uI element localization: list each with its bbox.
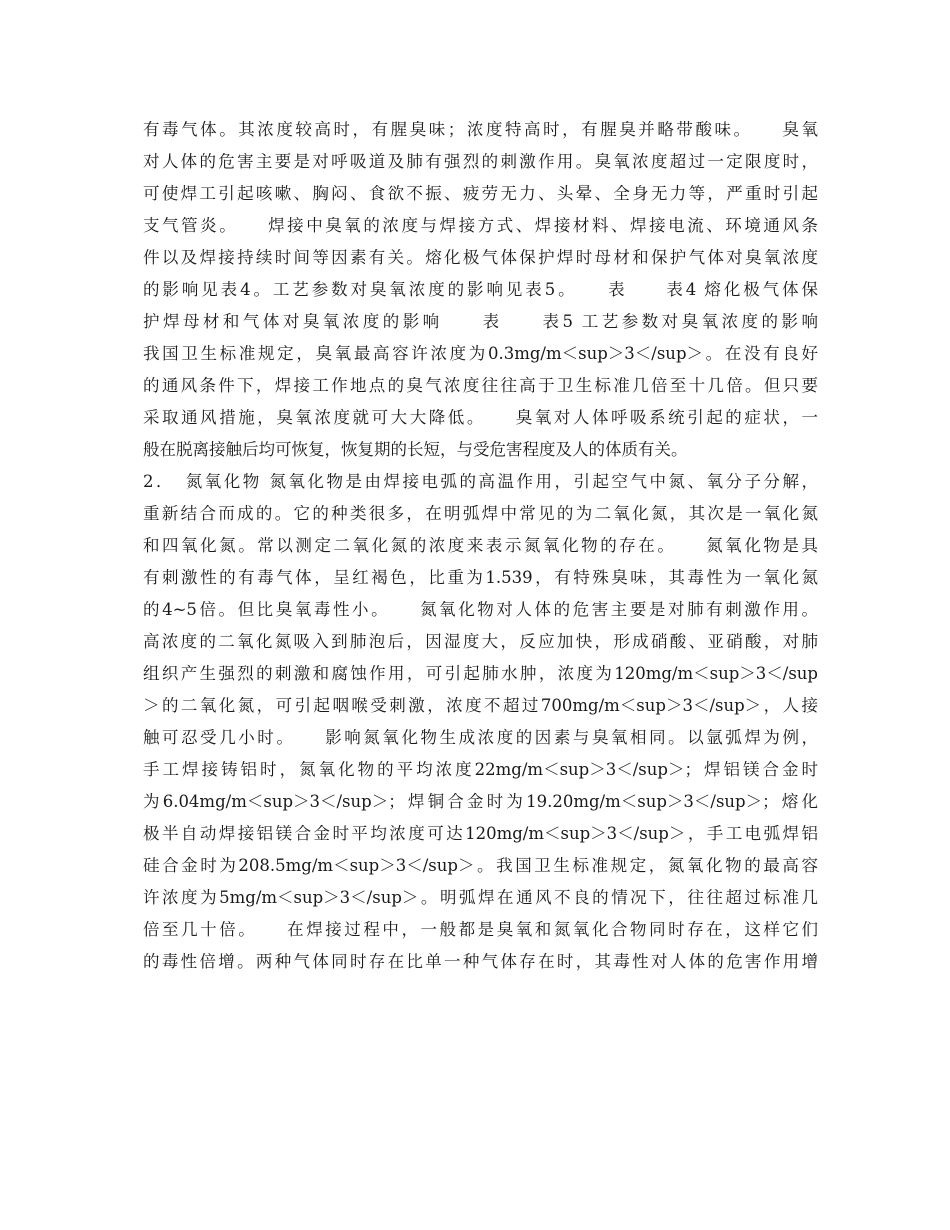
text-line: 手工焊接铸铝时，氮氧化物的平均浓度22mg/m＜sup＞3＜/sup＞；焊铝镁合金时	[143, 760, 818, 779]
text-line: 倍至几十倍。 在焊接过程中，一般都是臭氧和氮氧化合物同时存在，这样它们	[143, 920, 818, 939]
text-line: 件以及焊接持续时间等因素有关。熔化极气体保护焊时母材和保护气体对臭氧浓度	[143, 248, 818, 267]
text-line: 2． 氮氧化物 氮氧化物是由焊接电弧的高温作用，引起空气中氮、氧分子分解，	[143, 472, 818, 491]
text-line: 采取通风措施，臭氧浓度就可大大降低。 臭氧对人体呼吸系统引起的症状，一	[143, 408, 818, 427]
text-line: 的通风条件下，焊接工作地点的臭气浓度往往高于卫生标准几倍至十几倍。但只要	[143, 376, 818, 395]
text-line: 硅合金时为208.5mg/m＜sup＞3＜/sup＞。我国卫生标准规定，氮氧化物的最高容	[143, 856, 818, 875]
text-line: 有刺激性的有毒气体，呈红褐色，比重为1.539，有特殊臭味，其毒性为一氧化氮	[143, 568, 818, 587]
text-line: 极半自动焊接铝镁合金时平均浓度可达120mg/m＜sup＞3＜/sup＞，手工电弧焊铝	[143, 824, 818, 843]
text-line: 护焊母材和气体对臭氧浓度的影响 表 表5 工艺参数对臭氧浓度的影响	[143, 312, 818, 331]
text-line: 可使焊工引起咳嗽、胸闷、食欲不振、疲劳无力、头晕、全身无力等，严重时引起	[143, 184, 818, 203]
text-line: 的4~5倍。但比臭氧毒性小。 氮氧化物对人体的危害主要是对肺有刺激作用。	[143, 600, 818, 619]
text-line: 般在脱离接触后均可恢复，恢复期的长短，与受危害程度及人的体质有关。	[143, 440, 688, 459]
text-line: ＞的二氧化氮，可引起咽喉受刺激，浓度不超过700mg/m＜sup＞3＜/sup＞，人接	[143, 696, 818, 715]
text-line: 为6.04mg/m＜sup＞3＜/sup＞；焊铜合金时为19.20mg/m＜sup＞3＜/sup＞；熔化	[143, 792, 818, 811]
text-line: 对人体的危害主要是对呼吸道及肺有强烈的刺激作用。臭氧浓度超过一定限度时，	[143, 152, 818, 171]
text-line: 触可忍受几小时。 影响氮氧化物生成浓度的因素与臭氧相同。以氩弧焊为例，	[143, 728, 818, 747]
text-line: 和四氧化氮。常以测定二氧化氮的浓度来表示氮氧化物的存在。 氮氧化物是具	[143, 536, 818, 555]
body-text	[143, 114, 818, 978]
text-line: 许浓度为5mg/m＜sup＞3＜/sup＞。明弧焊在通风不良的情况下，往往超过标准几	[143, 888, 818, 907]
text-line: 支气管炎。 焊接中臭氧的浓度与焊接方式、焊接材料、焊接电流、环境通风条	[143, 216, 818, 235]
text-line: 组织产生强烈的刺激和腐蚀作用，可引起肺水肿，浓度为120mg/m＜sup＞3＜/sup	[143, 664, 818, 683]
text-line: 我国卫生标准规定，臭氧最高容许浓度为0.3mg/m＜sup＞3＜/sup＞。在没有良好	[143, 344, 818, 363]
text-line: 重新结合而成的。它的种类很多，在明弧焊中常见的为二氧化氮，其次是一氧化氮	[143, 504, 818, 523]
text-line: 高浓度的二氧化氮吸入到肺泡后，因湿度大，反应加快，形成硝酸、亚硝酸，对肺	[143, 632, 818, 651]
text-line: 有毒气体。其浓度较高时，有腥臭味；浓度特高时，有腥臭并略带酸味。 臭氧	[143, 120, 818, 139]
text-line: 的影响见表4。工艺参数对臭氧浓度的影响见表5。 表 表4 熔化极气体保	[143, 280, 818, 299]
text-line: 的毒性倍增。两种气体同时存在比单一种气体存在时，其毒性对人体的危害作用增	[143, 952, 818, 971]
